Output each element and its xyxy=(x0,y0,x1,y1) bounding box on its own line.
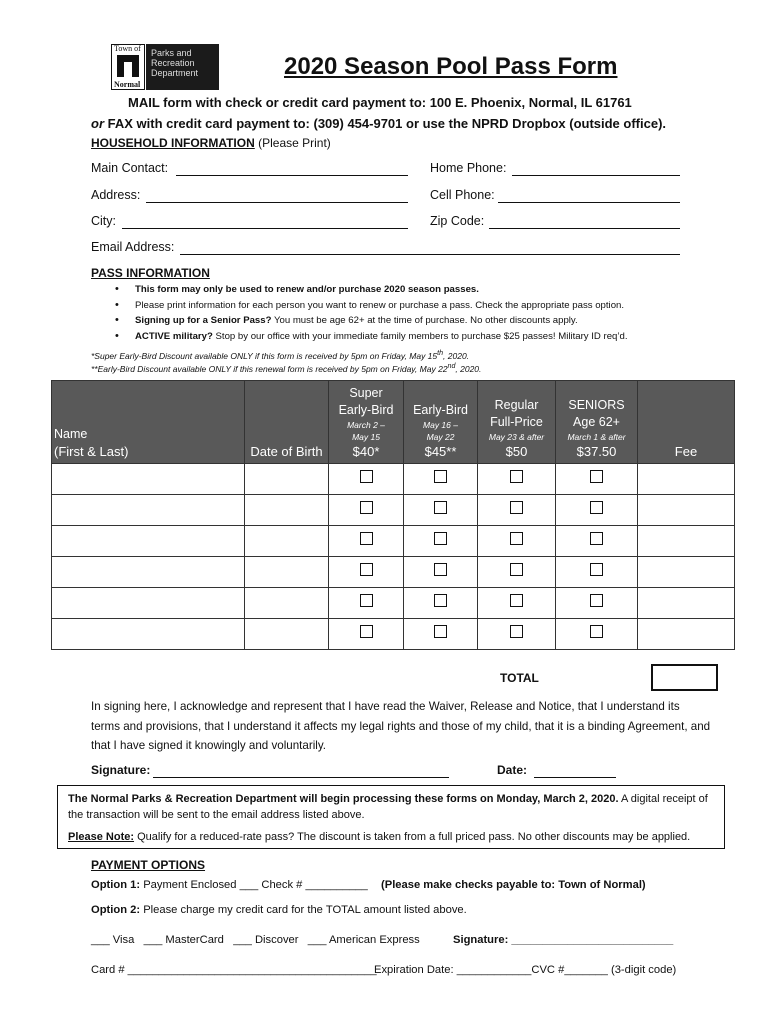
nprd-logo xyxy=(111,44,219,90)
bullet-bold: ACTIVE military? xyxy=(135,330,213,342)
address-label: Address: xyxy=(91,188,141,202)
email-label: Email Address: xyxy=(91,240,175,254)
checkbox-icon[interactable] xyxy=(510,594,523,607)
header-text: Early-Bird xyxy=(413,403,468,417)
early-bird-checkbox[interactable] xyxy=(404,495,478,526)
note-text: *Super Early-Bird Discount available ONLY if this form is received by 5pm on Friday, May 15 xyxy=(91,350,438,361)
pass-info-heading: PASS INFORMATION xyxy=(91,266,210,280)
checkbox-icon[interactable] xyxy=(590,594,603,607)
notice-text xyxy=(68,791,714,823)
note-text: **Early-Bird Discount available ONLY if this renewal form is received by 5pm on Friday, May 22 xyxy=(91,363,448,374)
header-price: $45** xyxy=(424,444,457,459)
pass-info-bullets xyxy=(115,282,628,344)
seniors-checkbox[interactable] xyxy=(556,619,638,650)
checkbox-icon[interactable] xyxy=(360,594,373,607)
checkbox-icon[interactable] xyxy=(360,532,373,545)
table-row xyxy=(52,588,735,619)
total-field[interactable] xyxy=(651,664,718,691)
page-title: 2020 Season Pool Pass Form xyxy=(284,53,618,80)
notice-bold: The Normal Parks & Recreation Department will begin processing these forms on Monday, March 2, 2020. xyxy=(68,793,619,805)
header-text: Super xyxy=(349,386,383,400)
super-early-bird-checkbox[interactable] xyxy=(329,495,404,526)
regular-checkbox[interactable] xyxy=(478,464,556,495)
header-date: May 23 & after xyxy=(488,432,545,442)
list-item xyxy=(115,298,628,314)
seniors-checkbox[interactable] xyxy=(556,526,638,557)
checkbox-icon[interactable] xyxy=(590,501,603,514)
table-row xyxy=(52,495,735,526)
name-cell[interactable] xyxy=(52,464,245,495)
pass-table xyxy=(51,380,735,650)
fee-cell[interactable] xyxy=(638,588,735,619)
fee-cell[interactable] xyxy=(638,619,735,650)
fee-cell[interactable] xyxy=(638,464,735,495)
fee-cell[interactable] xyxy=(638,495,735,526)
checkbox-icon[interactable] xyxy=(510,625,523,638)
header-text: Fee xyxy=(674,444,698,459)
checkbox-icon[interactable] xyxy=(434,532,447,545)
regular-checkbox[interactable] xyxy=(478,526,556,557)
dob-header xyxy=(245,381,329,464)
payment-option-2 xyxy=(91,904,467,916)
bullet-bold: Signing up for a Senior Pass? xyxy=(135,315,272,327)
name-cell[interactable] xyxy=(52,588,245,619)
seniors-checkbox[interactable] xyxy=(556,557,638,588)
header-text: Early-Bird xyxy=(338,403,394,417)
super-early-bird-checkbox[interactable] xyxy=(329,588,404,619)
main-contact-label: Main Contact: xyxy=(91,161,169,175)
super-early-bird-header xyxy=(329,381,404,464)
total-label: TOTAL xyxy=(500,671,539,685)
table-row xyxy=(52,464,735,495)
header-date: March 1 & after xyxy=(567,432,626,442)
city-label: City: xyxy=(91,214,116,228)
n-logo-icon xyxy=(117,55,139,77)
header-text: (First & Last) xyxy=(54,444,129,459)
seniors-checkbox[interactable] xyxy=(556,464,638,495)
early-bird-note xyxy=(91,362,481,374)
checkbox-icon[interactable] xyxy=(434,594,447,607)
option-1-text[interactable]: Payment Enclosed ___ Check # __________ xyxy=(140,879,368,891)
logo-line: Department xyxy=(151,68,199,78)
email-field[interactable] xyxy=(180,254,680,255)
super-early-bird-checkbox[interactable] xyxy=(329,526,404,557)
date-label: Date: xyxy=(497,763,528,777)
super-early-bird-checkbox[interactable] xyxy=(329,557,404,588)
dob-cell[interactable] xyxy=(245,588,329,619)
early-bird-checkbox[interactable] xyxy=(404,464,478,495)
note-text-end: , 2020. xyxy=(455,363,482,374)
super-early-bird-checkbox[interactable] xyxy=(329,619,404,650)
signature-field[interactable] xyxy=(153,777,449,778)
header-text: SENIORS xyxy=(568,398,625,412)
note-sup: nd xyxy=(447,362,456,370)
town-of-normal-logo xyxy=(111,44,145,90)
logo-line: Recreation xyxy=(151,58,195,68)
note-text-end: , 2020. xyxy=(443,350,470,361)
table-header-row xyxy=(52,381,735,464)
early-bird-header xyxy=(404,381,478,464)
zip-code-label: Zip Code: xyxy=(430,214,485,228)
dob-cell[interactable] xyxy=(245,619,329,650)
dept-logo-text xyxy=(146,44,219,90)
super-early-bird-note xyxy=(91,349,469,361)
logo-town-top: Town of xyxy=(114,44,141,53)
dob-cell[interactable] xyxy=(245,495,329,526)
checkbox-icon[interactable] xyxy=(360,501,373,514)
header-text: Date of Birth xyxy=(250,444,323,459)
table-row xyxy=(52,619,735,650)
table-row xyxy=(52,526,735,557)
checkbox-icon[interactable] xyxy=(434,501,447,514)
checkbox-icon[interactable] xyxy=(360,625,373,638)
table-row xyxy=(52,557,735,588)
notice-rest: A digital receipt of the transaction will be sent to the email address listed above. xyxy=(68,793,708,821)
option-1-label: Option 1: xyxy=(91,879,141,891)
header-text: Age 62+ xyxy=(573,415,620,429)
household-heading-note: (Please Print) xyxy=(254,136,331,150)
acknowledgement-text: In signing here, I acknowledge and represent that I have read the Waiver, Release and Notice, that I understand its terms and provisions, that I understand it affects my legal rights and those of my child, that it is a binding Agreement, and that I have signed it knowingly and voluntarily. xyxy=(91,700,711,752)
bullet-text: Stop by our office with your immediate family members to purchase $25 passes! Military ID req’d. xyxy=(212,330,628,342)
zip-code-field[interactable] xyxy=(489,228,680,229)
regular-checkbox[interactable] xyxy=(478,557,556,588)
early-bird-checkbox[interactable] xyxy=(404,619,478,650)
header-date: March 2 – xyxy=(347,420,385,430)
card-number-field[interactable]: Card # ________________________________________ xyxy=(91,964,377,976)
dob-cell[interactable] xyxy=(245,464,329,495)
option-2-text: Please charge my credit card for the TOTAL amount listed above. xyxy=(140,904,467,916)
mail-instructions: MAIL form with check or credit card payment to: 100 E. Phoenix, Normal, IL 61761 xyxy=(128,95,632,110)
fax-or: or xyxy=(91,116,104,131)
signature-label: Signature: xyxy=(91,763,151,777)
checkbox-icon[interactable] xyxy=(590,532,603,545)
processing-notice xyxy=(57,785,725,849)
checkbox-icon[interactable] xyxy=(510,563,523,576)
early-bird-checkbox[interactable] xyxy=(404,557,478,588)
option-2-label: Option 2: xyxy=(91,904,141,916)
please-note-label: Please Note: xyxy=(68,831,135,843)
payment-heading: PAYMENT OPTIONS xyxy=(91,858,206,872)
regular-checkbox[interactable] xyxy=(478,619,556,650)
name-cell[interactable] xyxy=(52,557,245,588)
regular-checkbox[interactable] xyxy=(478,588,556,619)
city-field[interactable] xyxy=(122,228,408,229)
header-price: $37.50 xyxy=(576,444,617,459)
regular-checkbox[interactable] xyxy=(478,495,556,526)
super-early-bird-checkbox[interactable] xyxy=(329,464,404,495)
checkbox-icon[interactable] xyxy=(590,625,603,638)
name-cell[interactable] xyxy=(52,526,245,557)
list-item xyxy=(115,282,628,298)
early-bird-checkbox[interactable] xyxy=(404,526,478,557)
bullet-text: This form may only be used to renew and/or purchase 2020 season passes. xyxy=(135,284,479,295)
fee-cell[interactable] xyxy=(638,557,735,588)
address-field[interactable] xyxy=(146,202,408,203)
cell-phone-label: Cell Phone: xyxy=(430,188,495,202)
cell-phone-field[interactable] xyxy=(498,202,680,203)
home-phone-field[interactable] xyxy=(512,175,680,176)
checkbox-icon[interactable] xyxy=(434,625,447,638)
checkbox-icon[interactable] xyxy=(590,470,603,483)
card-type-options[interactable]: ___ Visa ___ MasterCard ___ Discover ___ American Express xyxy=(91,934,420,946)
checkbox-icon[interactable] xyxy=(590,563,603,576)
checkbox-icon[interactable] xyxy=(510,532,523,545)
checkbox-icon[interactable] xyxy=(434,470,447,483)
logo-town-bottom: Normal xyxy=(114,80,141,89)
name-header xyxy=(52,381,245,464)
expiration-cvc-field[interactable]: Expiration Date: ____________CVC #_______ (3-digit code) xyxy=(374,964,677,976)
dob-cell[interactable] xyxy=(245,526,329,557)
bullet-text: Please print information for each person you want to renew or purchase a pass. Check the appropriate pass option. xyxy=(135,299,625,311)
checkbox-icon[interactable] xyxy=(360,563,373,576)
household-heading-label: HOUSEHOLD INFORMATION xyxy=(91,136,255,150)
header-price: $40* xyxy=(352,444,380,459)
checkbox-icon[interactable] xyxy=(510,470,523,483)
home-phone-label: Home Phone: xyxy=(430,161,507,175)
pass-table-body xyxy=(52,464,735,650)
bullet-text: You must be age 62+ at the time of purchase. No other discounts apply. xyxy=(271,315,578,327)
check-payable-note: (Please make checks payable to: Town of Normal) xyxy=(381,879,646,891)
list-item xyxy=(115,329,628,345)
checkbox-icon[interactable] xyxy=(360,470,373,483)
regular-header xyxy=(478,381,556,464)
header-date: May 15 xyxy=(352,432,380,442)
header-price: $50 xyxy=(505,444,528,459)
please-note-text: Qualify for a reduced-rate pass? The discount is taken from a full priced pass. No other discounts may be applied. xyxy=(134,831,691,843)
checkbox-icon[interactable] xyxy=(434,563,447,576)
fee-header xyxy=(638,381,735,464)
header-date: May 22 xyxy=(426,432,455,442)
household-heading xyxy=(91,136,331,150)
please-note xyxy=(68,829,714,845)
seniors-checkbox[interactable] xyxy=(556,495,638,526)
date-field[interactable] xyxy=(534,777,616,778)
seniors-header xyxy=(556,381,638,464)
note-sup: th xyxy=(437,349,444,357)
seniors-checkbox[interactable] xyxy=(556,588,638,619)
fax-instructions xyxy=(91,116,666,131)
dob-cell[interactable] xyxy=(245,557,329,588)
header-text: Regular xyxy=(494,398,539,412)
header-text: Full-Price xyxy=(490,415,543,429)
name-cell[interactable] xyxy=(52,619,245,650)
logo-line: Parks and xyxy=(151,48,192,58)
header-date: May 16 – xyxy=(423,420,458,430)
list-item xyxy=(115,313,628,329)
header-text: Name xyxy=(54,427,88,441)
checkbox-icon[interactable] xyxy=(510,501,523,514)
payment-option-1 xyxy=(91,879,368,891)
fee-cell[interactable] xyxy=(638,526,735,557)
main-contact-field[interactable] xyxy=(176,175,408,176)
card-signature-field[interactable]: Signature: __________________________ xyxy=(453,934,674,946)
name-cell[interactable] xyxy=(52,495,245,526)
early-bird-checkbox[interactable] xyxy=(404,588,478,619)
fax-text: FAX with credit card payment to: (309) 454-9701 or use the NPRD Dropbox (outside office). xyxy=(107,116,667,131)
